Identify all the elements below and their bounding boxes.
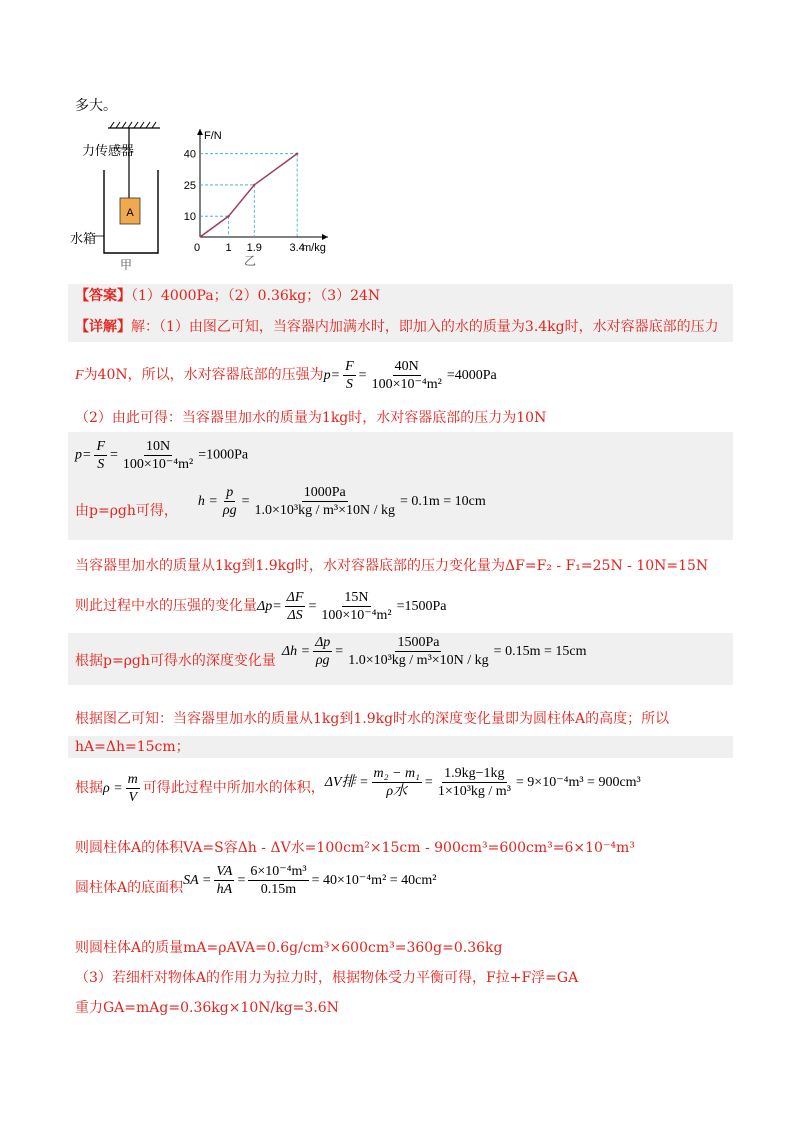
ceiling-hatch	[110, 122, 156, 128]
formula-dp: Δp= $\frac{\Delta F}{\Delta S}$ = $\frac{15N}{\text{100×10⁻⁴m²}}$ =1500Pa	[257, 590, 447, 624]
figure-yi-chart	[180, 125, 340, 265]
y-tick-label: 10	[183, 211, 196, 224]
detail-line-7: 则此过程中水的压强的变化量Δp= $\frac{\Delta F}{\Delta S}$ = $\frac{15N}{\text{100×10⁻⁴m²}}$ =1500Pa	[75, 590, 447, 624]
x-arrow	[322, 234, 328, 240]
formula-p2: p= $\frac{F}{S}$ = $\frac{10N}{\text{100×10⁻⁴m²}}$ =1000Pa	[75, 439, 249, 472]
block-a-label: A	[126, 207, 134, 219]
detail-line-13: 圆柱体A的底面积SA = $\frac{VA}{hA}$ = $\frac{\text{6×10⁻⁴m³}}{0.15m}$ = 40×10⁻⁴m² = 40cm²	[75, 864, 437, 898]
formula-h1: h = $\frac{p}{\rho g}$ = $\frac{1000Pa}{\text{1.0×10³kg / m³×10N / kg}}$ = 0.1m = 10cm	[197, 485, 486, 519]
tank-label: 水箱	[70, 231, 97, 246]
x-tick-label: 1	[225, 242, 232, 254]
sensor-label: 力传感器	[82, 143, 135, 158]
detail-line-6: 当容器里加水的质量从1kg到1.9kg时，水对容器底部的压力变化量为ΔF=F₂ - F₁=25N - 10N=15N	[75, 558, 709, 574]
y-arrow	[197, 129, 203, 135]
caption-yi: 乙	[244, 254, 257, 268]
series-line	[200, 154, 297, 237]
detail-line-2: F为40N，所以，水对容器底部的压强为p= $\frac{F}{S}$ = $\frac{40N}{\text{100×10⁻⁴m²}}$ =4000Pa	[75, 359, 497, 393]
chart-ticks	[184, 149, 305, 254]
detail-line-14: 则圆柱体A的质量mA=ρAVA=0.6g/cm³×600cm³=360g=0.36kg	[75, 940, 503, 956]
x-tick-label: 3.4	[289, 242, 305, 254]
y-tick-label: 25	[183, 179, 196, 192]
chart-guides	[200, 154, 297, 237]
intro-text: 多大。	[75, 98, 117, 114]
detail-line-3: （2）由此可得：当容器里加水的质量为1kg时，水对容器底部的压力为10N	[75, 410, 547, 426]
y-axis-label: F/N	[204, 130, 222, 142]
detail-line-11: 根据ρ = $\frac{m}{V}$ 可得此过程中所加水的体积，ΔV排 = $\frac{\text{m₂ − m₁}}{\text{ρ水}}$ = $\frac{1.9kg-1kg}{\text{1×10³kg / m³}}$ = 9×10⁻⁴m³ = 900cm³	[75, 766, 641, 806]
y-tick-label: 40	[183, 148, 196, 161]
detail-line-8: 根据p=ρgh可得水的深度变化量Δh = $\frac{\Delta p}{\rho g}$ = $\frac{1500Pa}{\text{1.0×10³kg / m³×10N / kg}}$ = 0.15m = 15cm	[75, 635, 587, 669]
origin-label: 0	[193, 242, 201, 254]
detail-line-15: （3）若细杆对物体A的作用力为拉力时，根据物体受力平衡可得，F拉+F浮=GA	[75, 970, 579, 986]
data-point-1	[227, 215, 229, 217]
data-point-3	[296, 152, 298, 154]
x-axis-label: m/kg	[302, 242, 326, 254]
detail-line-5: 由p=ρgh可得，h = $\frac{p}{\rho g}$ = $\frac{1000Pa}{\text{1.0×10³kg / m³×10N / kg}}$ = 0.1m = 10cm	[75, 485, 486, 519]
chart-axes	[194, 129, 328, 254]
detail-tag: 【详解】	[75, 319, 131, 335]
answer-text: （1）4000Pa；（2）0.36kg；（3）24N	[131, 288, 381, 304]
x-tick-label: 1.9	[246, 242, 262, 254]
data-point-2	[253, 184, 255, 186]
detail-line-10: hA=Δh=15cm；	[75, 739, 190, 755]
detail-line-12: 则圆柱体A的体积VA=S容Δh - ΔV水=100cm²×15cm - 900cm³=600cm³=6×10⁻⁴m³	[75, 840, 635, 856]
answer-line	[75, 286, 380, 306]
caption-jia: 甲	[120, 258, 133, 272]
detail-line-1: 【详解】解：（1）由图乙可知，当容器内加满水时，即加入的水的质量为3.4kg时，水对容器底部的压力	[75, 319, 719, 335]
formula-dh: Δh = $\frac{\Delta p}{\rho g}$ = $\frac{1500Pa}{\text{1.0×10³kg / m³×10N / kg}}$ = 0.15m = 15cm	[281, 635, 587, 669]
detail-line-16: 重力GA=mAg=0.36kg×10N/kg=3.6N	[75, 1000, 339, 1016]
answer-tag: 【答案】	[75, 288, 131, 304]
formula-sa: SA = $\frac{VA}{hA}$ = $\frac{\text{6×10⁻⁴m³}}{0.15m}$ = 40×10⁻⁴m² = 40cm²	[183, 864, 437, 898]
detail-line-9: 根据图乙可知：当容器里加水的质量从1kg到1.9kg时水的深度变化量即为圆柱体A的高度；所以	[75, 711, 670, 727]
formula-dv: ΔV排 = $\frac{\text{m₂ − m₁}}{\text{ρ水}}$ = $\frac{1.9kg-1kg}{\text{1×10³kg / m³}}$ = 9×10⁻⁴m³ = 900cm³	[324, 766, 641, 800]
formula-p1: p= $\frac{F}{S}$ = $\frac{40N}{\text{100×10⁻⁴m²}}$ =4000Pa	[323, 359, 497, 393]
chart-series	[200, 152, 298, 237]
formula-rho: ρ = $\frac{m}{V}$	[103, 772, 138, 806]
